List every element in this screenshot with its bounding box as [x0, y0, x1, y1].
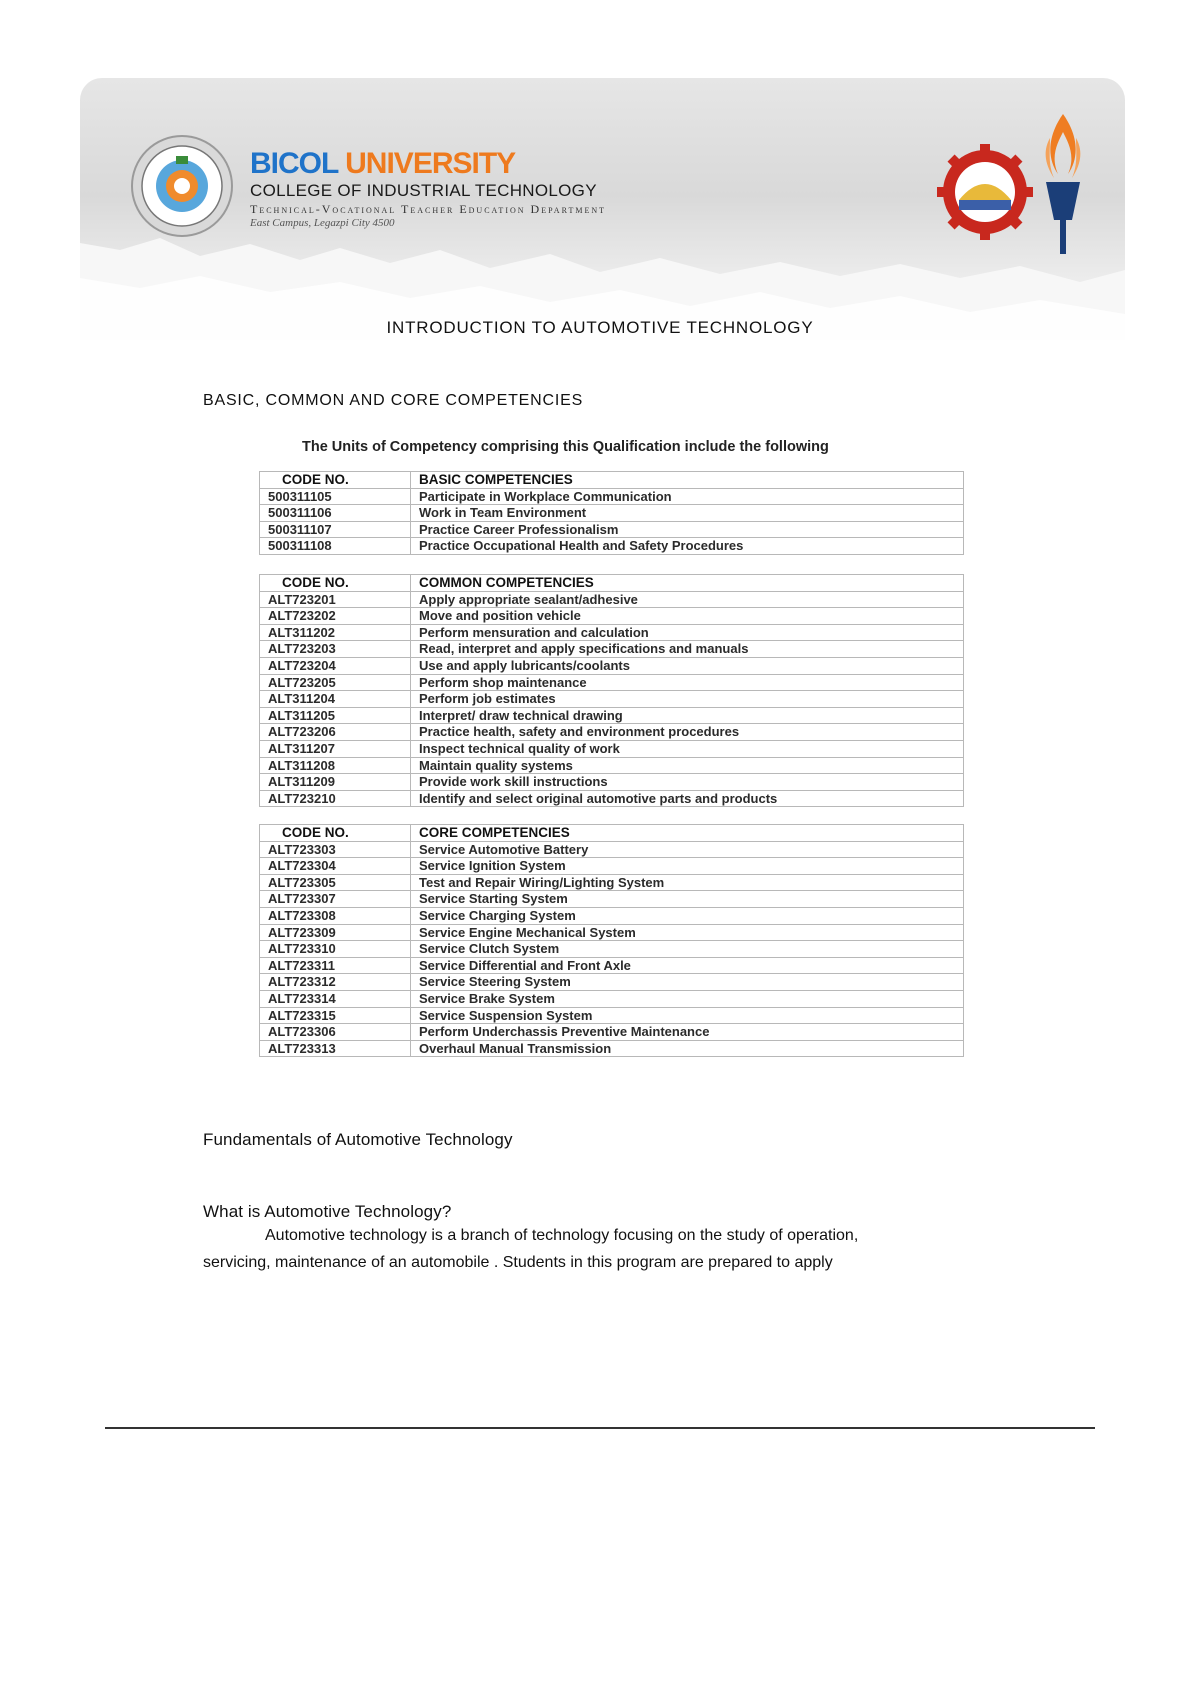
- competency-title: Service Differential and Front Axle: [411, 957, 964, 974]
- competency-code: ALT723307: [260, 891, 411, 908]
- table-header-row: [260, 825, 964, 842]
- table-row: [260, 891, 964, 908]
- competency-title: Perform job estimates: [411, 691, 964, 708]
- table-header-row: [260, 472, 964, 489]
- definition-paragraph: [203, 1222, 983, 1276]
- competency-code: 500311108: [260, 538, 411, 555]
- competency-title: Apply appropriate sealant/adhesive: [411, 591, 964, 608]
- competency-title: Provide work skill instructions: [411, 774, 964, 791]
- competency-code: ALT311204: [260, 691, 411, 708]
- competency-code: 500311107: [260, 521, 411, 538]
- table-caption: The Units of Competency comprising this Qualification include the following: [302, 439, 829, 455]
- competency-code: ALT723304: [260, 858, 411, 875]
- column-header-code: CODE NO.: [260, 575, 411, 592]
- competency-code: ALT723314: [260, 990, 411, 1007]
- table-row: [260, 591, 964, 608]
- core-competencies-table: [259, 824, 964, 1057]
- competency-code: ALT723205: [260, 674, 411, 691]
- competency-code: ALT723210: [260, 790, 411, 807]
- university-name-part2: UNIVERSITY: [345, 147, 516, 180]
- table-row: [260, 907, 964, 924]
- competency-code: ALT723308: [260, 907, 411, 924]
- competency-title: Identify and select original automotive parts and products: [411, 790, 964, 807]
- footer-divider: [105, 1427, 1095, 1429]
- competency-title: Practice Career Professionalism: [411, 521, 964, 538]
- competency-code: ALT723311: [260, 957, 411, 974]
- table-row: [260, 674, 964, 691]
- competency-title: Service Starting System: [411, 891, 964, 908]
- competency-title: Test and Repair Wiring/Lighting System: [411, 874, 964, 891]
- competency-title: Work in Team Environment: [411, 505, 964, 522]
- competency-code: ALT723202: [260, 608, 411, 625]
- competency-code: ALT311207: [260, 740, 411, 757]
- competency-code: ALT723310: [260, 941, 411, 958]
- competency-code: ALT723315: [260, 1007, 411, 1024]
- competency-code: ALT723303: [260, 841, 411, 858]
- fundamentals-heading: Fundamentals of Automotive Technology: [203, 1130, 513, 1149]
- table-row: [260, 858, 964, 875]
- table-row: [260, 521, 964, 538]
- competency-code: ALT311209: [260, 774, 411, 791]
- table-row: [260, 1040, 964, 1057]
- basic-competencies-table: [259, 471, 964, 555]
- table-row: [260, 538, 964, 555]
- competency-title: Read, interpret and apply specifications and manuals: [411, 641, 964, 658]
- table-row: [260, 774, 964, 791]
- competency-title: Participate in Workplace Communication: [411, 488, 964, 505]
- table-row: [260, 488, 964, 505]
- competency-code: ALT723313: [260, 1040, 411, 1057]
- competency-title: Practice Occupational Health and Safety Procedures: [411, 538, 964, 555]
- competency-title: Interpret/ draw technical drawing: [411, 707, 964, 724]
- column-header-code: CODE NO.: [260, 825, 411, 842]
- department-name: Technical-Vocational Teacher Education Department: [250, 202, 606, 216]
- competency-code: ALT723312: [260, 974, 411, 991]
- competency-title: Practice health, safety and environment procedures: [411, 724, 964, 741]
- table-row: [260, 990, 964, 1007]
- column-header-title: COMMON COMPETENCIES: [411, 575, 964, 592]
- competency-code: ALT723305: [260, 874, 411, 891]
- competency-code: 500311106: [260, 505, 411, 522]
- competency-code: ALT311208: [260, 757, 411, 774]
- competency-title: Service Engine Mechanical System: [411, 924, 964, 941]
- competency-title: Move and position vehicle: [411, 608, 964, 625]
- competency-title: Perform Underchassis Preventive Maintenance: [411, 1024, 964, 1041]
- table-row: [260, 941, 964, 958]
- competency-title: Service Steering System: [411, 974, 964, 991]
- letterhead: [80, 78, 1125, 340]
- competency-title: Service Ignition System: [411, 858, 964, 875]
- competency-code: ALT723203: [260, 641, 411, 658]
- university-branding: [250, 148, 606, 230]
- common-competencies-table: [259, 574, 964, 807]
- competency-code: ALT723306: [260, 1024, 411, 1041]
- bicol-university-seal-icon: [130, 134, 234, 238]
- competency-title: Use and apply lubricants/coolants: [411, 657, 964, 674]
- table-header-row: [260, 575, 964, 592]
- table-row: [260, 505, 964, 522]
- competency-code: ALT723309: [260, 924, 411, 941]
- column-header-title: CORE COMPETENCIES: [411, 825, 964, 842]
- competency-title: Service Charging System: [411, 907, 964, 924]
- competency-title: Service Brake System: [411, 990, 964, 1007]
- competency-code: ALT311202: [260, 624, 411, 641]
- competency-title: Overhaul Manual Transmission: [411, 1040, 964, 1057]
- university-name-part1: BICOL: [250, 147, 338, 180]
- table-row: [260, 740, 964, 757]
- table-row: [260, 790, 964, 807]
- college-gear-seal-icon: [935, 142, 1035, 242]
- competency-title: Perform shop maintenance: [411, 674, 964, 691]
- competency-title: Maintain quality systems: [411, 757, 964, 774]
- table-row: [260, 957, 964, 974]
- column-header-code: CODE NO.: [260, 472, 411, 489]
- torch-icon: [1028, 108, 1098, 258]
- question-heading: What is Automotive Technology?: [203, 1202, 452, 1221]
- competency-title: Inspect technical quality of work: [411, 740, 964, 757]
- competency-code: ALT723204: [260, 657, 411, 674]
- paragraph-line: Automotive technology is a branch of technology focusing on the study of operation,: [265, 1227, 859, 1244]
- table-row: [260, 707, 964, 724]
- paragraph-line: servicing, maintenance of an automobile . Students in this program are prepared to apply: [203, 1254, 833, 1271]
- competency-code: 500311105: [260, 488, 411, 505]
- table-row: [260, 691, 964, 708]
- table-row: [260, 624, 964, 641]
- section-heading: BASIC, COMMON AND CORE COMPETENCIES: [203, 392, 584, 409]
- column-header-title: BASIC COMPETENCIES: [411, 472, 964, 489]
- table-row: [260, 641, 964, 658]
- table-row: [260, 657, 964, 674]
- competency-code: ALT311205: [260, 707, 411, 724]
- table-row: [260, 924, 964, 941]
- table-row: [260, 724, 964, 741]
- competency-title: Service Suspension System: [411, 1007, 964, 1024]
- competency-code: ALT723206: [260, 724, 411, 741]
- college-name: COLLEGE OF INDUSTRIAL TECHNOLOGY: [250, 181, 597, 200]
- competency-title: Service Clutch System: [411, 941, 964, 958]
- university-name: [250, 148, 606, 180]
- competency-title: Service Automotive Battery: [411, 841, 964, 858]
- table-row: [260, 874, 964, 891]
- table-row: [260, 1007, 964, 1024]
- competency-code: ALT723201: [260, 591, 411, 608]
- table-row: [260, 757, 964, 774]
- table-row: [260, 841, 964, 858]
- table-row: [260, 974, 964, 991]
- document-title: INTRODUCTION TO AUTOMOTIVE TECHNOLOGY: [386, 318, 814, 337]
- campus-address: East Campus, Legazpi City 4500: [250, 217, 395, 229]
- table-row: [260, 1024, 964, 1041]
- table-row: [260, 608, 964, 625]
- competency-title: Perform mensuration and calculation: [411, 624, 964, 641]
